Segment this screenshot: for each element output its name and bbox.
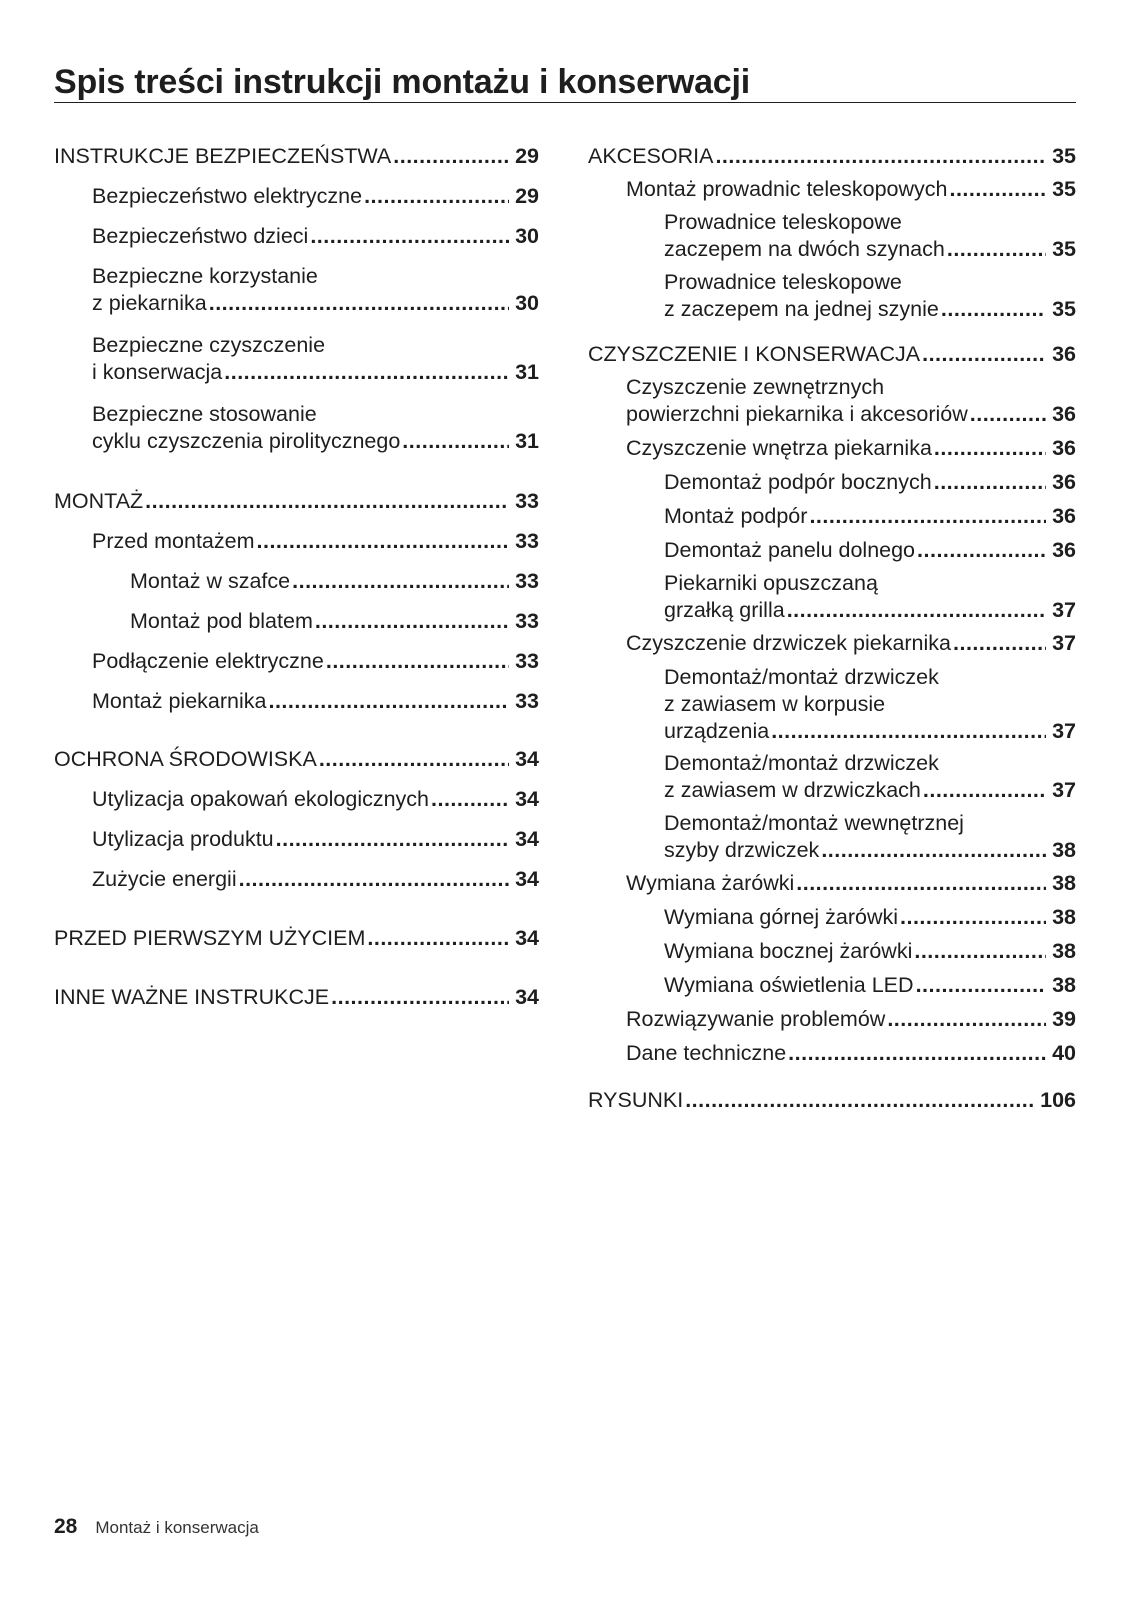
toc-entry-label-line: Bezpieczne korzystanie <box>92 264 318 288</box>
toc-entry[interactable] <box>588 503 1076 530</box>
toc-page-number: 33 <box>515 489 539 513</box>
dot-leader <box>224 359 509 386</box>
dot-leader <box>239 866 509 893</box>
toc-entry-label: INNE WAŻNE INSTRUKCJE <box>54 985 330 1009</box>
toc-entry-label: Wymiana bocznej żarówki <box>664 939 913 963</box>
toc-entry-label-line: z zawiasem w korpusie <box>664 692 886 716</box>
toc-entry-label: grzałką grilla <box>664 598 785 622</box>
toc-entry-label: Dane techniczne <box>626 1041 787 1065</box>
toc-page-number: 37 <box>1052 778 1076 802</box>
dot-leader <box>922 341 1046 368</box>
toc-entry-label: Wymiana żarówki <box>626 871 795 895</box>
toc-entry[interactable] <box>588 176 1076 203</box>
dot-leader <box>145 488 509 515</box>
toc-entry-label: Przed montażem <box>92 529 255 553</box>
toc-entry[interactable] <box>588 143 1076 170</box>
dot-leader <box>319 746 509 773</box>
toc-entry[interactable] <box>588 972 1076 999</box>
dot-leader <box>917 537 1046 564</box>
dot-leader <box>900 904 1046 931</box>
toc-page-number: 39 <box>1052 1007 1076 1031</box>
toc-entry[interactable] <box>588 537 1076 564</box>
dot-leader <box>953 630 1046 657</box>
dot-leader <box>916 972 1047 999</box>
toc-entry-label: zaczepem na dwóch szynach <box>664 237 945 261</box>
dot-leader <box>209 290 509 317</box>
toc-entry-label: Podłączenie elektryczne <box>92 649 324 673</box>
dot-leader <box>941 296 1046 323</box>
toc-entry-label: Wymiana górnej żarówki <box>664 905 899 929</box>
toc-entry-label-line: Prowadnice teleskopowe <box>664 210 902 234</box>
toc-entry[interactable] <box>54 648 539 675</box>
toc-page-number: 36 <box>1052 402 1076 426</box>
toc-entry[interactable] <box>588 374 1076 428</box>
dot-leader <box>315 608 509 635</box>
toc-page-number: 38 <box>1052 871 1076 895</box>
dot-leader <box>887 1006 1046 1033</box>
page-footer <box>54 1515 259 1539</box>
toc-page-number: 31 <box>515 429 539 453</box>
toc-entry[interactable] <box>588 341 1076 368</box>
toc-page-number: 34 <box>515 827 539 851</box>
toc-entry[interactable] <box>588 1006 1076 1033</box>
toc-page-number: 40 <box>1052 1041 1076 1065</box>
dot-leader <box>923 777 1046 804</box>
dot-leader <box>934 435 1046 462</box>
toc-entry-label: Montaż prowadnic teleskopowych <box>626 177 948 201</box>
toc-entry[interactable] <box>54 984 539 1011</box>
dot-leader <box>393 143 509 170</box>
toc-entry[interactable] <box>588 904 1076 931</box>
dot-leader <box>685 1087 1034 1114</box>
toc-entry-label: powierzchni piekarnika i akcesoriów <box>626 402 968 426</box>
dot-leader <box>796 870 1046 897</box>
toc-page-number: 35 <box>1052 144 1076 168</box>
toc-entry-label: MONTAŻ <box>54 489 144 513</box>
toc-entry-label-line: Bezpieczne czyszczenie <box>92 333 326 357</box>
toc-page-number: 34 <box>515 926 539 950</box>
dot-leader <box>431 786 509 813</box>
toc-page-number: 33 <box>515 529 539 553</box>
toc-page-number: 35 <box>1052 177 1076 201</box>
dot-leader <box>947 236 1046 263</box>
toc-entry-label-line: Demontaż/montaż wewnętrznej <box>664 811 964 835</box>
toc-page-number: 37 <box>1052 631 1076 655</box>
toc-entry[interactable] <box>54 746 539 773</box>
toc-entry-label: Montaż pod blatem <box>130 609 313 633</box>
toc-entry-label: RYSUNKI <box>588 1088 684 1112</box>
toc-entry-label: Demontaż panelu dolnego <box>664 538 916 562</box>
toc-entry[interactable] <box>54 143 539 170</box>
toc-entry[interactable] <box>588 1040 1076 1067</box>
toc-entry-label-line: Demontaż/montaż drzwiczek <box>664 751 939 775</box>
toc-page-number: 35 <box>1052 297 1076 321</box>
toc-entry[interactable] <box>588 469 1076 496</box>
toc-entry-label: Rozwiązywanie problemów <box>626 1007 886 1031</box>
toc-entry[interactable] <box>54 608 539 635</box>
toc-entry[interactable] <box>54 826 539 853</box>
toc-entry[interactable] <box>54 866 539 893</box>
toc-page-number: 36 <box>1052 504 1076 528</box>
toc-page-number: 34 <box>515 787 539 811</box>
toc-page-number: 30 <box>515 224 539 248</box>
toc-page-number: 38 <box>1052 905 1076 929</box>
toc-entry[interactable] <box>54 688 539 715</box>
toc-entry[interactable] <box>54 223 539 250</box>
toc-page-number: 33 <box>515 649 539 673</box>
dot-leader <box>788 1040 1046 1067</box>
toc-page-number: 33 <box>515 569 539 593</box>
toc-entry-label: Montaż piekarnika <box>92 689 267 713</box>
dot-leader <box>809 503 1046 530</box>
dot-leader <box>292 568 509 595</box>
dot-leader <box>268 688 509 715</box>
toc-entry-label: CZYSZCZENIE I KONSERWACJA <box>588 342 921 366</box>
dot-leader <box>715 143 1046 170</box>
dot-leader <box>326 648 509 675</box>
dot-leader <box>787 597 1046 624</box>
toc-entry[interactable] <box>54 568 539 595</box>
toc-entry[interactable] <box>588 630 1076 657</box>
toc-entry-label-line: Demontaż/montaż drzwiczek <box>664 665 939 689</box>
toc-entry-label: z piekarnika <box>92 291 207 315</box>
toc-entry-label: Montaż w szafce <box>130 569 291 593</box>
toc-entry[interactable] <box>588 870 1076 897</box>
toc-entry-label: urządzenia <box>664 719 770 743</box>
toc-page-number: 36 <box>1052 470 1076 494</box>
dot-leader <box>934 469 1046 496</box>
toc-entry-label: szyby drzwiczek <box>664 838 820 862</box>
toc-page-number: 36 <box>1052 342 1076 366</box>
toc-entry-label: Bezpieczeństwo elektryczne <box>92 184 363 208</box>
toc-page-number: 38 <box>1052 973 1076 997</box>
title-area <box>54 62 1076 103</box>
toc-entry-label: i konserwacja <box>92 360 223 384</box>
toc-entry-label: Zużycie energii <box>92 867 237 891</box>
toc-entry-label: AKCESORIA <box>588 144 714 168</box>
toc-page-number: 35 <box>1052 237 1076 261</box>
dot-leader <box>821 837 1046 864</box>
dot-leader <box>276 826 509 853</box>
dot-leader <box>970 401 1046 428</box>
dot-leader <box>331 984 509 1011</box>
toc-entry[interactable] <box>54 925 539 952</box>
toc-page-number: 33 <box>515 609 539 633</box>
dot-leader <box>257 528 510 555</box>
toc-entry[interactable] <box>588 269 1076 323</box>
toc-page-number: 106 <box>1040 1088 1076 1112</box>
toc-entry[interactable] <box>54 183 539 210</box>
toc-entry[interactable] <box>588 570 1076 624</box>
toc-entry-label: INSTRUKCJE BEZPIECZEŃSTWA <box>54 144 392 168</box>
dot-leader <box>949 176 1046 203</box>
toc-entry-label: cyklu czyszczenia pirolitycznego <box>92 429 401 453</box>
toc-entry[interactable] <box>54 786 539 813</box>
toc-entry-label: OCHRONA ŚRODOWISKA <box>54 747 317 771</box>
dot-leader <box>310 223 509 250</box>
toc-page-number: 29 <box>515 184 539 208</box>
toc-page-number: 38 <box>1052 939 1076 963</box>
page-title: Spis treści instrukcji montażu i konserwacji <box>54 63 750 101</box>
dot-leader <box>402 428 509 455</box>
toc-page-number: 31 <box>515 360 539 384</box>
toc-entry-label-line: Piekarniki opuszczaną <box>664 571 878 595</box>
toc-entry-label: z zawiasem w drzwiczkach <box>664 778 921 802</box>
toc-entry[interactable] <box>588 938 1076 965</box>
footer-section-name: Montaż i konserwacja <box>95 1518 259 1537</box>
toc-entry-label: Czyszczenie drzwiczek piekarnika <box>626 631 951 655</box>
toc-entry-label: Utylizacja opakowań ekologicznych <box>92 787 430 811</box>
toc-entry[interactable] <box>588 1087 1076 1114</box>
toc-entry-label-line: Czyszczenie zewnętrznych <box>626 375 885 399</box>
toc-entry-label: Czyszczenie wnętrza piekarnika <box>626 436 932 460</box>
dot-leader <box>364 183 509 210</box>
dot-leader <box>914 938 1046 965</box>
toc-entry[interactable] <box>54 401 539 455</box>
toc-page-number: 36 <box>1052 538 1076 562</box>
toc-entry[interactable] <box>54 332 539 386</box>
toc-entry[interactable] <box>54 528 539 555</box>
toc-entry-label: Demontaż podpór bocznych <box>664 470 932 494</box>
toc-page-number: 30 <box>515 291 539 315</box>
toc-entry-label: Montaż podpór <box>664 504 808 528</box>
toc-entry[interactable] <box>588 810 1076 864</box>
toc-entry[interactable] <box>54 263 539 317</box>
toc-page-number: 34 <box>515 867 539 891</box>
toc-page-number: 37 <box>1052 719 1076 743</box>
toc-page-number: 38 <box>1052 838 1076 862</box>
footer-page-number: 28 <box>54 1515 78 1538</box>
toc-page-number: 37 <box>1052 598 1076 622</box>
toc-page-number: 34 <box>515 747 539 771</box>
toc-entry-label-line: Prowadnice teleskopowe <box>664 270 902 294</box>
toc-entry[interactable] <box>588 664 1076 745</box>
toc-entry[interactable] <box>54 488 539 515</box>
toc-entry[interactable] <box>588 435 1076 462</box>
toc-page-number: 29 <box>515 144 539 168</box>
dot-leader <box>771 718 1046 745</box>
dot-leader <box>367 925 509 952</box>
toc-entry-label: Wymiana oświetlenia LED <box>664 973 914 997</box>
toc-entry-label: PRZED PIERWSZYM UŻYCIEM <box>54 926 366 950</box>
toc-entry-label-line: Bezpieczne stosowanie <box>92 402 317 426</box>
toc-entry[interactable] <box>588 750 1076 804</box>
toc-page-number: 34 <box>515 985 539 1009</box>
toc-entry[interactable] <box>588 209 1076 263</box>
toc-entry-label: Utylizacja produktu <box>92 827 274 851</box>
toc-entry-label: Bezpieczeństwo dzieci <box>92 224 309 248</box>
toc-entry-label: z zaczepem na jednej szynie <box>664 297 939 321</box>
toc-page-number: 33 <box>515 689 539 713</box>
toc-page-number: 36 <box>1052 436 1076 460</box>
